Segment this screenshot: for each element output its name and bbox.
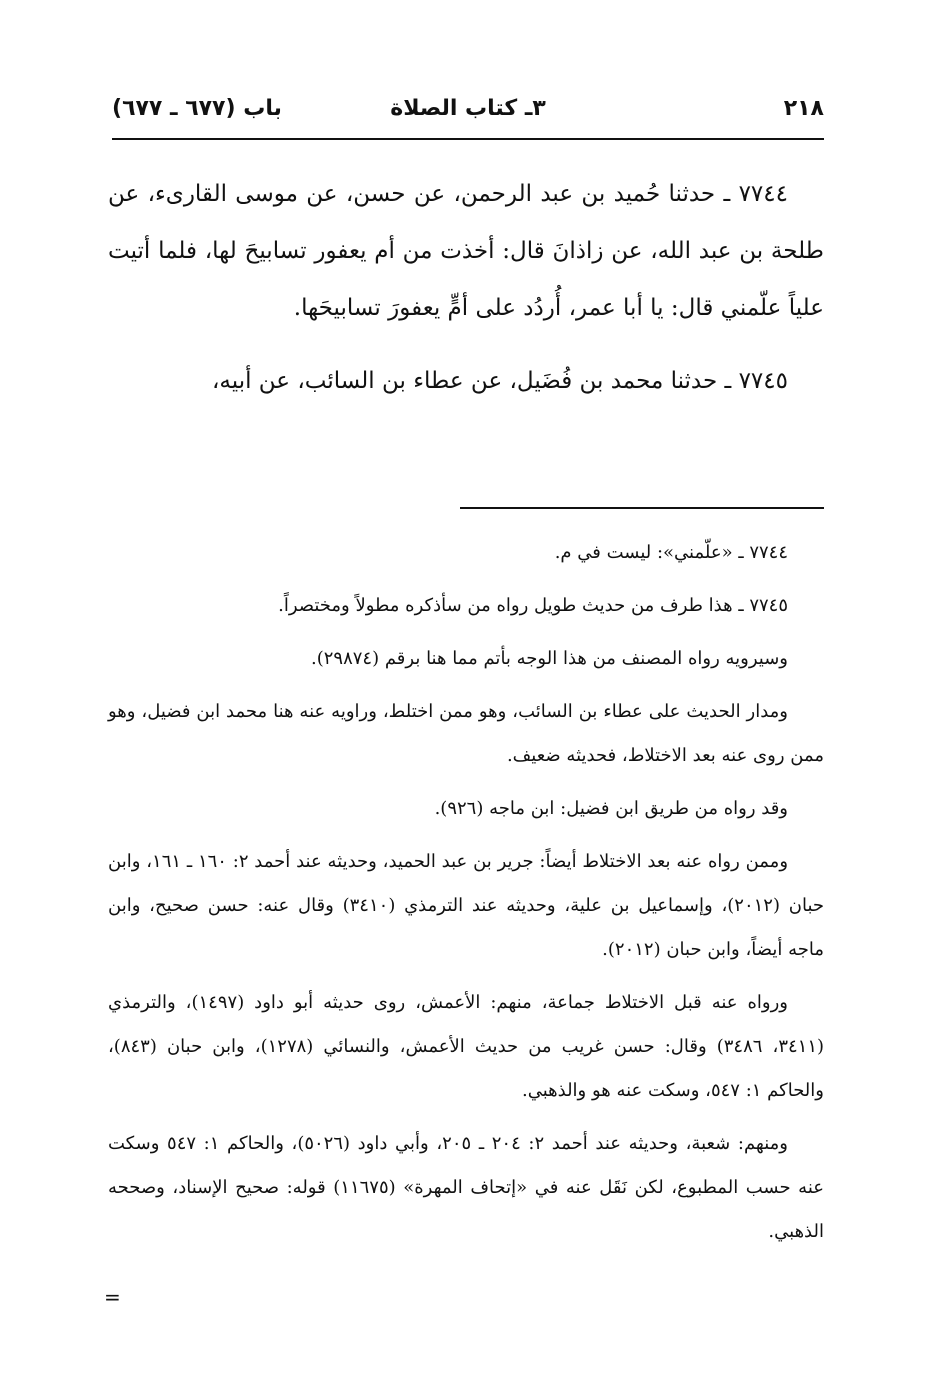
main-text [108,166,824,426]
footnote-7745: ٧٧٤٥ ـ هذا طرف من حديث طويل رواه من سأذكره مطولاً ومختصراً. [278,595,788,616]
footnote-paragraph: ومدار الحديث على عطاء بن السائب، وهو ممن اختلط، وراويه عنه هنا محمد ابن فضيل، وهو ممن روى عنه بعد الاختلاط، فحديثه ضعيف. [108,701,824,766]
footnote-paragraph: ورواه عنه قبل الاختلاط جماعة، منهم: الأعمش، روى حديثه أبو داود (١٤٩٧)، والترمذي (٣٤١١، ٣٤٨٦) وقال: حسن غريب من حديث الأعمش، والنسائي (١٢٧٨)، وابن حبان (٨٤٣)، والحاكم ١: ٥٤٧، وسكت عنه هو والذهبي. [108,992,825,1101]
footnote-paragraph: وقد رواه من طريق ابن فضيل: ابن ماجه (٩٢٦). [434,798,788,819]
chapter-range: باب (٦٧٧ ـ ٦٧٧) [112,96,282,121]
running-header [112,96,824,126]
footnotes [108,531,824,1263]
book-title: ٣ـ كتاب الصلاة [390,96,546,121]
page-number: ٢١٨ [783,96,824,121]
footnote-7744: ٧٧٤٤ ـ «علّمني»: ليست في م. [554,542,788,563]
hadith-7745: ٧٧٤٥ ـ حدثنا محمد بن فُضَيل، عن عطاء بن السائب، عن أبيه، [212,368,788,394]
footnote-paragraph: ومنهم: شعبة، وحديثه عند أحمد ٢: ٢٠٤ ـ ٢٠٥، وأبي داود (٥٠٢٦)، والحاكم ١: ٥٤٧ وسكت عنه حسب المطبوع، لكن نَقَل عنه في «إتحاف المهرة» (١١٦٧٥) قوله: صحيح الإسناد، وصححه الذهبي. [108,1133,825,1242]
footnote-separator [460,507,824,509]
header-rule [112,138,824,140]
continuation-mark: = [104,1285,121,1309]
footnote-paragraph: وسيرويه رواه المصنف من هذا الوجه بأتم مما هنا برقم (٢٩٨٧٤). [310,648,788,669]
footnote-paragraph: وممن رواه عنه بعد الاختلاط أيضاً: جرير بن عبد الحميد، وحديثه عند أحمد ٢: ١٦٠ ـ ١٦١، وابن حبان (٢٠١٢)، وإسماعيل بن علية، وحديثه عند الترمذي (٣٤١٠) وقال عنه: حسن صحيح، وابن ماجه أيضاً، وابن حبان (٢٠١٢). [108,851,824,960]
hadith-7744: ٧٧٤٤ ـ حدثنا حُميد بن عبد الرحمن، عن حسن، عن موسى القارىء، عن طلحة بن عبد الله، عن زاذانَ قال: أخذت من أم يعفور تسابيحَ لها، فلما أتيت علياً علّمني قال: يا أبا عمر، أُردُد على أمٍّ يعفورَ تسابيحَها. [108,181,824,321]
